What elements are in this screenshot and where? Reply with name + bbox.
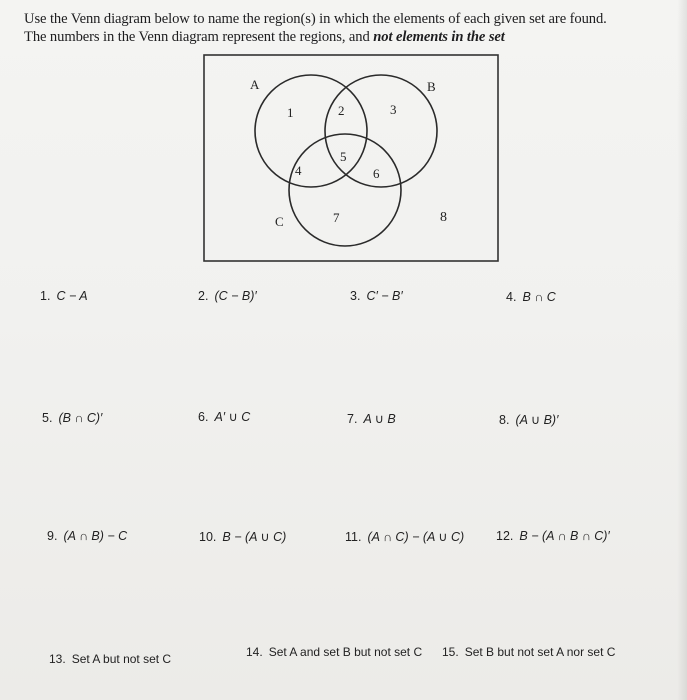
instructions-line-1: Use the Venn diagram below to name the region(s) in which the elements of each given set are found. (24, 11, 607, 27)
region-8: 8 (440, 210, 447, 225)
question-7-number: 7. (347, 412, 358, 426)
question-14 (246, 645, 422, 659)
question-8 (499, 412, 558, 427)
question-9-expression: (A ∩ B) − C (63, 529, 128, 543)
question-4-expression: B ∩ C (522, 290, 556, 304)
question-7 (347, 411, 396, 426)
question-11-expression: (A ∩ C) − (A ∪ C) (367, 530, 465, 544)
question-4 (506, 290, 556, 304)
question-2-number: 2. (198, 289, 209, 303)
question-13-expression: Set A but not set C (71, 652, 172, 666)
region-4: 4 (295, 163, 302, 178)
instructions-line-2-text: The numbers in the Venn diagram represent the regions, and (24, 29, 374, 45)
venn-diagram (203, 54, 499, 262)
question-13-number: 13. (49, 652, 66, 666)
question-6-number: 6. (198, 410, 209, 424)
question-1-expression: C − A (56, 289, 88, 303)
question-9 (47, 529, 127, 543)
question-12 (496, 529, 610, 543)
instructions-line-2-emphasis: not elements in the set (373, 29, 505, 45)
question-14-number: 14. (246, 645, 263, 659)
question-15 (442, 645, 615, 659)
question-10-expression: B − (A ∪ C) (222, 530, 287, 544)
question-15-expression: Set B but not set A nor set C (464, 645, 616, 659)
question-5 (42, 411, 102, 425)
question-12-number: 12. (496, 529, 514, 543)
universal-set-box (204, 55, 498, 261)
circle-b (325, 75, 437, 187)
question-10 (199, 529, 286, 544)
question-3-expression: C′ − B′ (366, 289, 403, 303)
question-3 (350, 289, 403, 303)
circle-a (255, 75, 367, 187)
question-7-expression: A ∪ B (363, 412, 396, 426)
question-5-number: 5. (42, 411, 53, 425)
question-2-expression: (C − B)′ (214, 289, 257, 303)
question-6-expression: A′ ∪ C (214, 410, 251, 424)
question-2 (198, 289, 257, 303)
page-edge-shadow (677, 0, 687, 700)
question-10-number: 10. (199, 530, 217, 544)
region-3: 3 (390, 102, 397, 117)
question-14-expression: Set A and set B but not set C (268, 645, 423, 659)
question-12-expression: B − (A ∩ B ∩ C)′ (519, 529, 610, 543)
question-8-number: 8. (499, 413, 510, 427)
question-13 (49, 652, 171, 666)
set-label-a: A (250, 77, 260, 92)
question-1-number: 1. (40, 289, 51, 303)
set-label-b: B (427, 79, 436, 94)
instructions-line-2 (24, 28, 674, 46)
region-5: 5 (340, 149, 347, 164)
region-2: 2 (338, 103, 345, 118)
region-6: 6 (373, 166, 380, 181)
region-7: 7 (333, 210, 340, 225)
question-9-number: 9. (47, 529, 58, 543)
question-4-number: 4. (506, 290, 517, 304)
region-1: 1 (287, 105, 294, 120)
question-15-number: 15. (442, 645, 459, 659)
question-5-expression: (B ∩ C)′ (58, 411, 103, 425)
question-8-expression: (A ∪ B)′ (515, 413, 559, 427)
question-3-number: 3. (350, 289, 361, 303)
question-1 (40, 289, 88, 303)
set-label-c: C (275, 214, 284, 229)
question-11 (345, 529, 464, 544)
instructions (24, 10, 674, 46)
question-11-number: 11. (345, 530, 362, 544)
question-6 (198, 409, 250, 424)
